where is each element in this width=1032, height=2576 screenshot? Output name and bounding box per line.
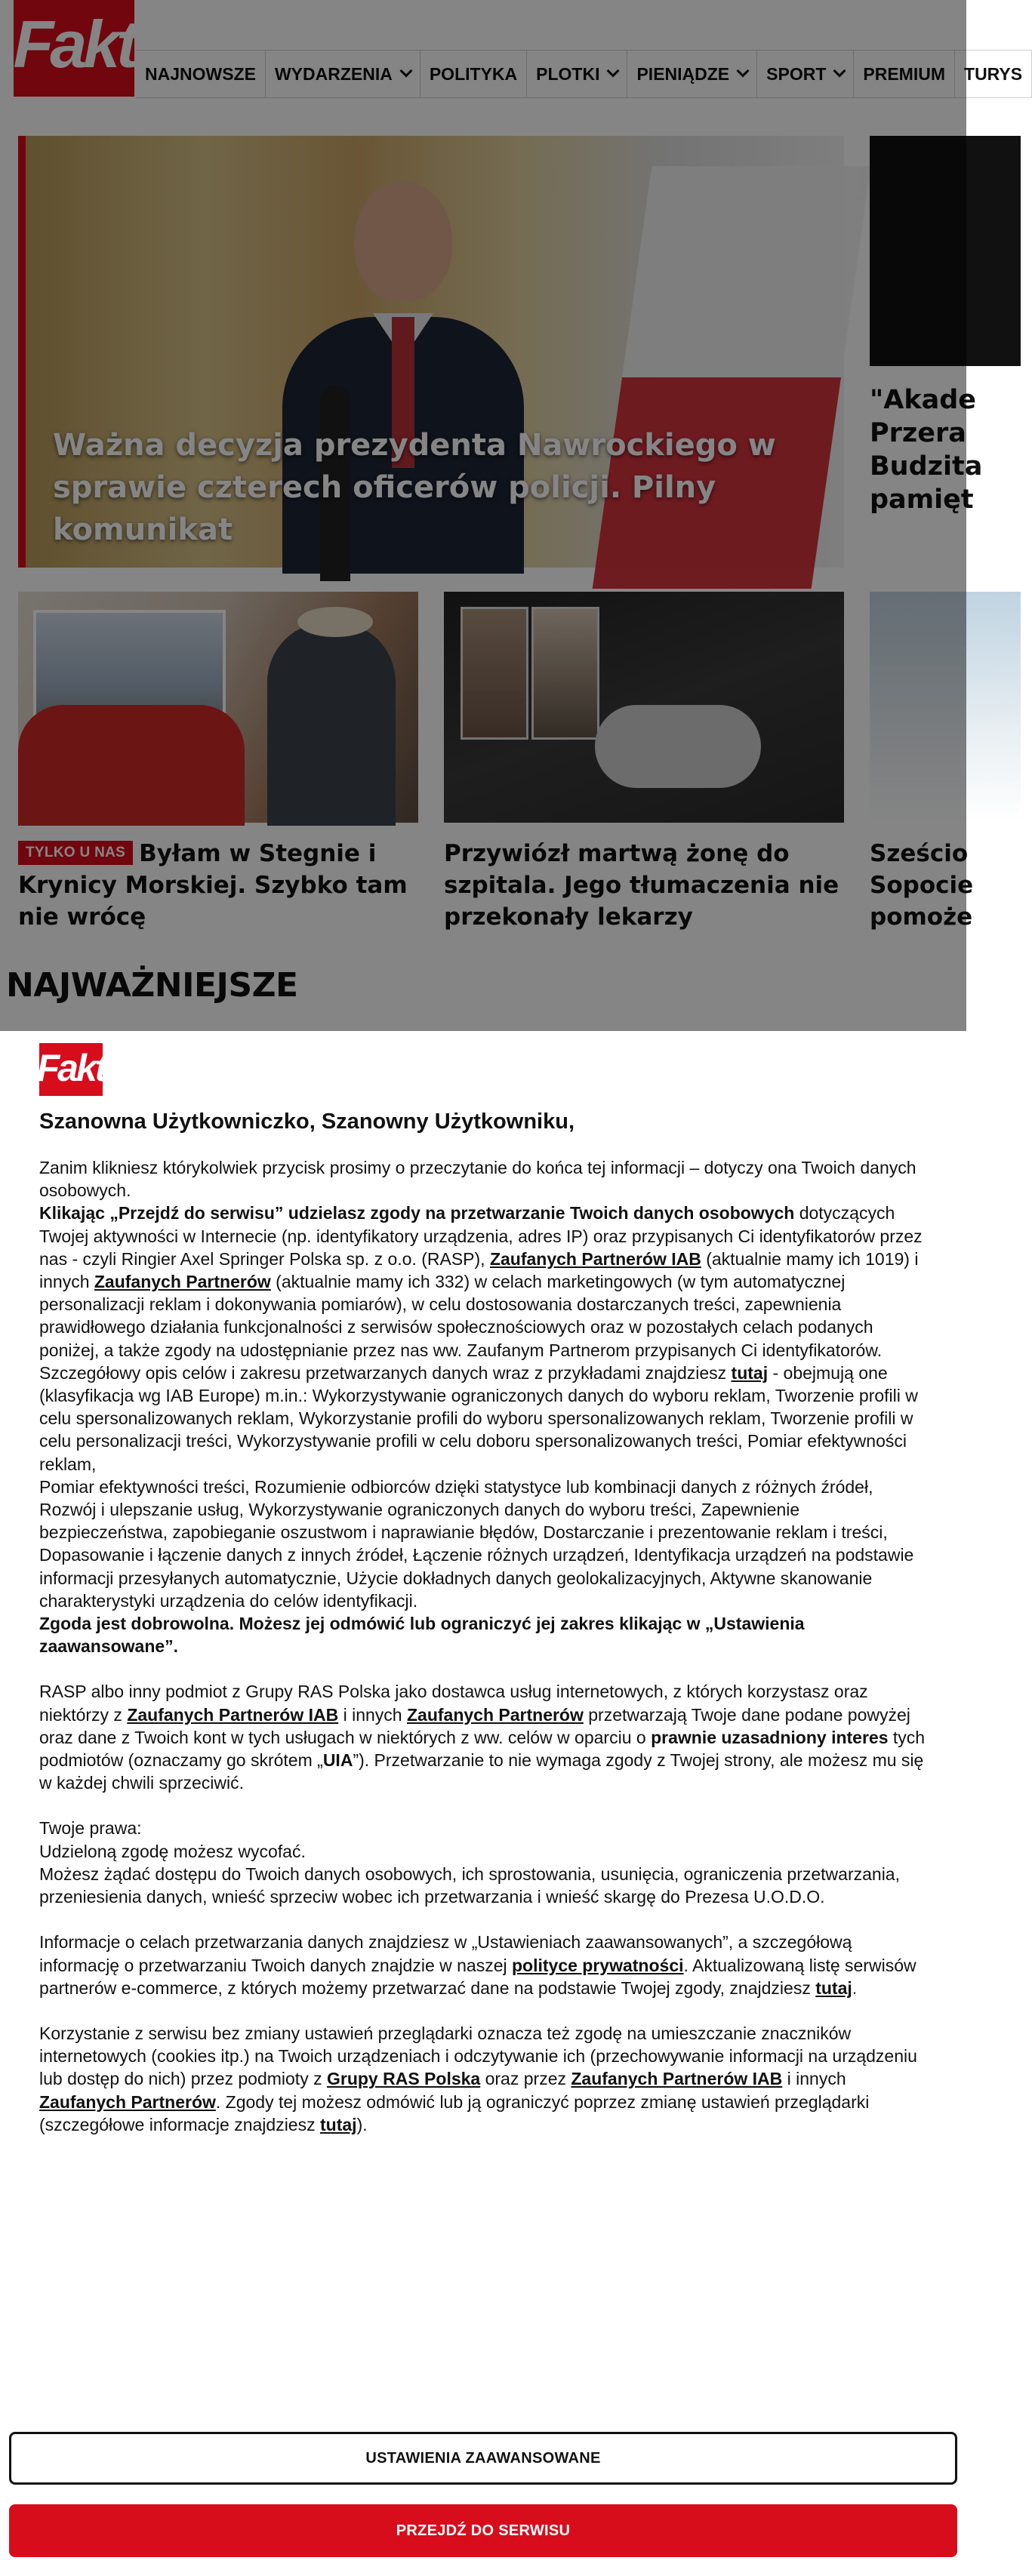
headline-line: pomoże	[870, 903, 973, 931]
nav-label: PLOTKI	[536, 63, 600, 84]
headline-line: Budzita	[870, 451, 983, 482]
text-span: RASP albo inny podmiot z Grupy RAS Polska jako dostawca usług internetowych, z których korzystasz oraz niektórzy z	[39, 1682, 868, 1725]
consent-paragraph	[39, 1863, 930, 1908]
bold-text: Klikając „Przejdź do serwisu” udzielasz zgody na przetwarzanie Twoich danych osobowych	[39, 1203, 795, 1223]
spacer	[39, 1908, 930, 1931]
text-span: i innych	[782, 2069, 846, 2089]
spacer	[39, 1657, 930, 1680]
hero-headline[interactable]: Ważna decyzja prezydenta Nawrockiego w sprawie czterech oficerów policji. Pilny komunikat	[53, 428, 776, 547]
text-span: tych podmiotów (oznaczamy go skrótem „	[39, 1727, 926, 1771]
modal-backdrop	[0, 0, 966, 1031]
consent-paragraph	[39, 1476, 930, 1612]
spacer	[39, 1999, 930, 2022]
section-heading: NAJWAŻNIEJSZE	[6, 966, 298, 1005]
text-span: Korzystanie z serwisu bez zmiany ustawień przeglądarki oznacza też zgodę na umieszczanie znaczników internetowych (cookies itp.) na Twoich urządzeniach i odczytywanie ich (przechowywanie informacji na urządzeniu lub dostęp do nich) przez podmioty z	[39, 2023, 917, 2089]
fakt-logo	[36, 1043, 106, 1096]
text-span: Zanim klikniesz którykolwiek przycisk prosimy o przeczytanie do końca tej informacji – dotyczy ona Twoich danych osobowych.	[39, 1158, 916, 1201]
headline-line: Przera	[870, 418, 966, 448]
iab-partners-link[interactable]: Zaufanych Partnerów IAB	[571, 2069, 783, 2089]
text-span: (aktualnie mamy ich 332) w celach marketingowych (w tym automatycznej personalizacji reklam i dokonywania pomiarów), w celu dostosowania dostarczanych treści, zapewnienia prawidłowego działania funkcjonalności z serwisów społecznościowych oraz w pozostałych celach podanych poniżej, a także zgody na udostępnianie przez nas ww. Zaufanym Partnerom przypisanych Ci identyfikatorów. Szczegółowy opis celów i zakresu przetwarzanych danych wraz z przykładami znajdziesz	[39, 1272, 883, 1383]
nav-item-turystyka[interactable]	[955, 51, 1032, 97]
headline-text: Przywiózł martwą żonę do szpitala. Jego tłumaczenia nie przekonały lekarzy	[444, 840, 839, 931]
nav-label: NAJNOWSZE	[145, 63, 256, 84]
proceed-to-site-button[interactable]: PRZEJDŹ DO SERWISU	[9, 2504, 957, 2557]
headline-text: Byłam w Stegnie i Krynicy Morskiej. Szybko tam nie wrócę	[18, 840, 408, 931]
ras-group-link[interactable]: Grupy RAS Polska	[326, 2069, 481, 2089]
nav-label: PIENIĄDZE	[636, 63, 730, 84]
iab-partners-link[interactable]: Zaufanych Partnerów IAB	[127, 1704, 339, 1725]
text-span: ”). Przetwarzanie to nie wymaga zgody z Twojej strony, ale możesz mu się w każdej chwili sprzeciwić.	[39, 1750, 924, 1793]
consent-paragraph	[39, 1931, 930, 1999]
consent-paragraph	[39, 2022, 930, 2136]
text-span: przetwarzają Twoje dane podane powyżej oraz dane z Twoich kont w tych usługach w niektórych z ww. celów w oparciu o	[39, 1704, 910, 1747]
text-span: . Zgody tej możesz odmówić lub ją ograniczyć poprzez zmianę ustawień przeglądarki (szczegółowe informacje znajdziesz	[39, 2091, 870, 2134]
ecommerce-list-link[interactable]: tutaj	[815, 1977, 852, 1998]
trusted-partners-link[interactable]: Zaufanych Partnerów	[406, 1704, 584, 1725]
advanced-settings-button[interactable]: USTAWIENIA ZAAWANSOWANE	[9, 2432, 957, 2485]
text-span: - obejmują one (klasyfikacja wg IAB Europe) m.in.: Wykorzystywanie ograniczonych danych do wyboru reklam, Tworzenie profili w celu spersonalizowanych reklam, Wykorzystanie profili do wyboru spersonalizowanych reklam, Tworzenie profili w celu personalizacji treści, Wykorzystywanie profili w celu doboru spersonalizowanych treści, Pomiar efektywności reklam,	[39, 1362, 918, 1474]
headline-line: "Akade	[870, 385, 977, 415]
nav-label: TURYS	[964, 63, 1023, 84]
logo-text: Fakt	[36, 1047, 106, 1089]
details-link[interactable]: tutaj	[731, 1362, 769, 1383]
headline-line: pamięt	[870, 485, 974, 515]
text-span: .	[852, 1977, 858, 1998]
consent-paragraph	[39, 1817, 930, 1839]
text-span: Informacje o celach przetwarzania danych znajdziesz w „Ustawieniach zaawansowanych”, a szczegółową informację o przetwarzaniu Twoich danych znajdzie w naszej	[39, 1932, 852, 1975]
text-span: . Aktualizowaną listę serwisów partnerów e-commerce, z których możemy przetwarzać dane na podstawie Twojej zgody, znajdziesz	[39, 1955, 916, 1998]
nav-label: WYDARZENIA	[274, 63, 393, 84]
nav-label: PREMIUM	[863, 63, 946, 84]
consent-paragraph	[39, 1612, 930, 1657]
trusted-partners-link[interactable]: Zaufanych Partnerów	[94, 1272, 271, 1292]
logo-text: Fakt	[13, 7, 135, 82]
text-span: Udzieloną zgodę możesz wycofać.	[39, 1841, 306, 1861]
consent-paragraph	[39, 1680, 930, 1794]
consent-paragraph	[39, 1202, 930, 1475]
text-span: dotyczących Twojej aktywności w Internecie (np. identyfikatory urządzenia, adres IP) oraz przypisanych Ci identyfikatorów przez nas - czyli Ringier Axel Springer Polska sp. z o.o. (RASP),	[39, 1203, 923, 1269]
bold-text: prawnie uzasadniony interes	[651, 1727, 889, 1747]
text-span: Możesz żądać dostępu do Twoich danych osobowych, ich sprostowania, usunięcia, ograniczenia przetwarzania, przeniesienia danych, wnieść sprzeciw wobec ich przetwarzania i wnieść skargę do Prezesa U.O.D.O.	[39, 1864, 900, 1907]
text-span: Pomiar efektywności treści, Rozumienie odbiorców dzięki statystyce lub kombinacji danych z różnych źródeł, Rozwój i ulepszanie usług, Wykorzystywanie ograniczonych danych do wyboru treści, Zapewnienie bezpieczeństwa, zapobieganie oszustwom i naprawianie błędów, Dostarczanie i prezentowanie reklam i treści, Dopasowanie i łączenie danych z innych źródeł, Łączenie różnych urządzeń, Identyfikacja urządzeń na podstawie informacji przesyłanych automatycznie, Użycie dokładnych danych geolokalizacyjnych, Aktywne skanowanie charakterystyki urządzenia do celów identyfikacji.	[39, 1476, 914, 1611]
consent-paragraph	[39, 1840, 930, 1863]
privacy-policy-link[interactable]: polityce prywatności	[512, 1955, 684, 1975]
consent-paragraph	[39, 1156, 930, 1202]
text-span: (aktualnie mamy ich 1019) i innych	[39, 1248, 919, 1292]
nav-label: POLITYKA	[429, 63, 518, 84]
text-span: oraz przez	[480, 2069, 571, 2089]
browser-settings-link[interactable]: tutaj	[320, 2114, 357, 2134]
consent-dialog	[0, 1031, 966, 2576]
headline-line: Sopocie	[870, 872, 974, 899]
bold-text: UIA	[322, 1750, 353, 1771]
headline-line: Sześcio	[870, 840, 969, 867]
text-span: i innych	[338, 1704, 407, 1725]
consent-text	[39, 1156, 930, 2136]
consent-heading: Szanowna Użytkowniczko, Szanowny Użytkowniku,	[39, 1109, 575, 1134]
iab-partners-link[interactable]: Zaufanych Partnerów IAB	[489, 1248, 701, 1269]
spacer	[39, 1794, 930, 1817]
exclusive-badge: TYLKO U NAS	[18, 841, 133, 865]
nav-label: SPORT	[766, 63, 827, 84]
bold-text: Zgoda jest dobrowolna. Możesz jej odmówić lub ograniczyć jej zakres klikając w „Ustawienia zaawansowane”.	[39, 1614, 805, 1657]
trusted-partners-link[interactable]: Zaufanych Partnerów	[39, 2091, 216, 2112]
text-span: Twoje prawa:	[39, 1818, 142, 1839]
text-span: ).	[356, 2114, 368, 2134]
